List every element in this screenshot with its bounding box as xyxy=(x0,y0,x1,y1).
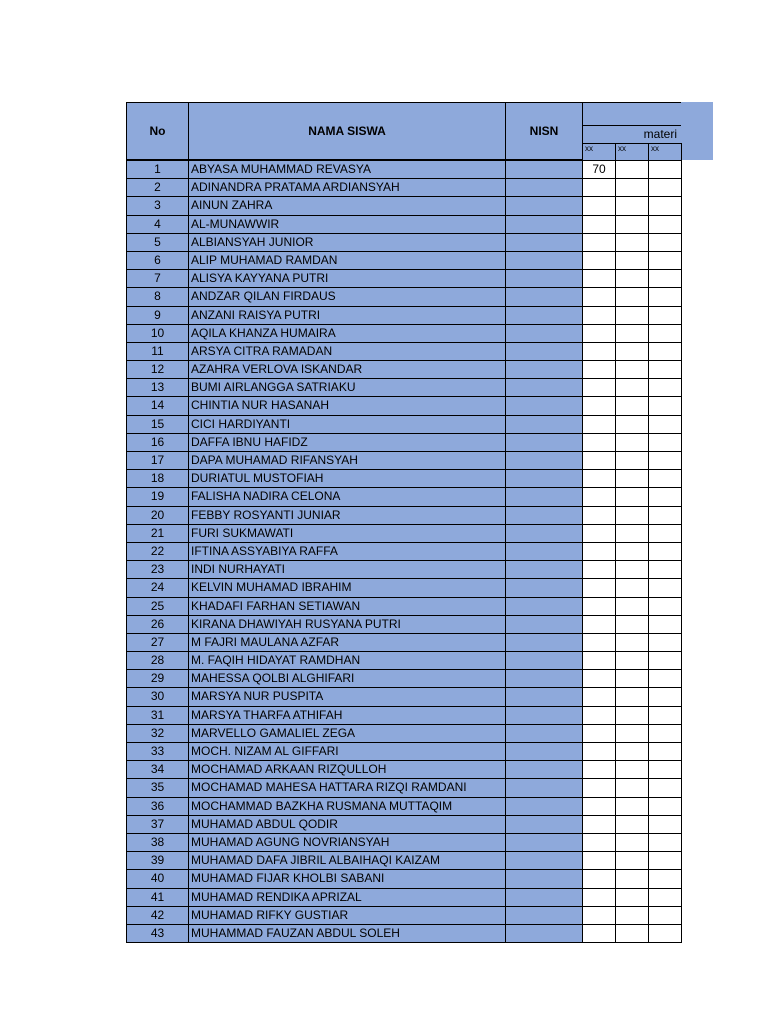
score-cell[interactable] xyxy=(582,342,616,361)
score-cell[interactable] xyxy=(648,815,682,834)
score-cell[interactable] xyxy=(648,633,682,652)
score-cell[interactable] xyxy=(582,651,616,670)
nisn-cell[interactable] xyxy=(505,342,583,361)
student-name-cell[interactable]: MAHESSA QOLBI ALGHIFARI xyxy=(188,669,506,688)
student-name-cell[interactable]: ALBIANSYAH JUNIOR xyxy=(188,233,506,252)
score-cell[interactable] xyxy=(582,542,616,561)
row-number-cell[interactable]: 28 xyxy=(126,651,189,670)
score-cell[interactable] xyxy=(615,360,649,379)
student-name-cell[interactable]: MARSYA NUR PUSPITA xyxy=(188,687,506,706)
score-cell[interactable] xyxy=(582,269,616,288)
row-number-cell[interactable]: 24 xyxy=(126,578,189,597)
score-cell[interactable] xyxy=(582,924,616,943)
row-number-cell[interactable]: 6 xyxy=(126,251,189,270)
score-cell[interactable] xyxy=(648,651,682,670)
score-cell[interactable] xyxy=(648,615,682,634)
header-sub-1: xx xyxy=(582,143,616,161)
score-cell[interactable] xyxy=(648,906,682,925)
nisn-cell[interactable] xyxy=(505,706,583,725)
score-cell[interactable] xyxy=(615,724,649,743)
student-name-cell[interactable]: M. FAQIH HIDAYAT RAMDHAN xyxy=(188,651,506,670)
score-cell[interactable] xyxy=(582,196,616,215)
score-cell[interactable] xyxy=(648,451,682,470)
student-name-cell[interactable]: AL-MUNAWWIR xyxy=(188,215,506,234)
score-cell[interactable] xyxy=(615,396,649,415)
row-number-cell[interactable]: 16 xyxy=(126,433,189,452)
score-cell[interactable] xyxy=(648,251,682,270)
student-name-cell[interactable]: FEBBY ROSYANTI JUNIAR xyxy=(188,506,506,525)
student-name-cell[interactable]: FURI SUKMAWATI xyxy=(188,524,506,543)
student-name-cell[interactable]: BUMI AIRLANGGA SATRIAKU xyxy=(188,378,506,397)
student-name-cell[interactable]: M FAJRI MAULANA AZFAR xyxy=(188,633,506,652)
student-name-cell[interactable]: DAPA MUHAMAD RIFANSYAH xyxy=(188,451,506,470)
score-cell[interactable] xyxy=(582,597,616,616)
score-cell[interactable] xyxy=(582,415,616,434)
score-cell[interactable] xyxy=(615,306,649,325)
score-cell[interactable] xyxy=(615,797,649,816)
score-cell[interactable] xyxy=(615,815,649,834)
score-cell[interactable] xyxy=(615,869,649,888)
score-cell[interactable] xyxy=(648,342,682,361)
score-cell[interactable] xyxy=(615,233,649,252)
row-number-cell[interactable]: 41 xyxy=(126,888,189,907)
nisn-cell[interactable] xyxy=(505,724,583,743)
nisn-cell[interactable] xyxy=(505,506,583,525)
row-number-cell[interactable]: 7 xyxy=(126,269,189,288)
student-name-cell[interactable]: AINUN ZAHRA xyxy=(188,196,506,215)
score-cell[interactable] xyxy=(648,196,682,215)
score-cell[interactable] xyxy=(648,287,682,306)
row-number-cell[interactable]: 10 xyxy=(126,324,189,343)
nisn-cell[interactable] xyxy=(505,451,583,470)
nisn-cell[interactable] xyxy=(505,778,583,797)
score-cell[interactable] xyxy=(615,415,649,434)
score-cell[interactable] xyxy=(615,833,649,852)
student-name-cell[interactable]: MOCH. NIZAM AL GIFFARI xyxy=(188,742,506,761)
score-cell[interactable] xyxy=(615,615,649,634)
score-cell[interactable] xyxy=(615,269,649,288)
student-name-cell[interactable]: INDI NURHAYATI xyxy=(188,560,506,579)
nisn-cell[interactable] xyxy=(505,833,583,852)
row-number-cell[interactable]: 21 xyxy=(126,524,189,543)
student-name-cell[interactable]: ARSYA CITRA RAMADAN xyxy=(188,342,506,361)
score-cell[interactable] xyxy=(582,706,616,725)
score-cell[interactable] xyxy=(615,524,649,543)
score-cell[interactable] xyxy=(648,742,682,761)
score-cell[interactable] xyxy=(648,833,682,852)
score-cell[interactable] xyxy=(582,306,616,325)
student-name-cell[interactable]: MUHAMMAD FAUZAN ABDUL SOLEH xyxy=(188,924,506,943)
nisn-cell[interactable] xyxy=(505,233,583,252)
score-cell[interactable] xyxy=(615,287,649,306)
row-number-cell[interactable]: 37 xyxy=(126,815,189,834)
score-cell[interactable] xyxy=(582,324,616,343)
student-name-cell[interactable]: MUHAMAD DAFA JIBRIL ALBAIHAQI KAIZAM xyxy=(188,851,506,870)
student-name-cell[interactable]: MARSYA THARFA ATHIFAH xyxy=(188,706,506,725)
score-cell[interactable] xyxy=(648,669,682,688)
nisn-cell[interactable] xyxy=(505,396,583,415)
score-cell[interactable] xyxy=(615,706,649,725)
student-name-cell[interactable]: CICI HARDIYANTI xyxy=(188,415,506,434)
score-cell[interactable] xyxy=(582,742,616,761)
score-cell[interactable] xyxy=(582,360,616,379)
score-cell[interactable] xyxy=(582,888,616,907)
nisn-cell[interactable] xyxy=(505,251,583,270)
score-cell[interactable] xyxy=(615,542,649,561)
nisn-cell[interactable] xyxy=(505,306,583,325)
row-number-cell[interactable]: 42 xyxy=(126,906,189,925)
score-cell[interactable] xyxy=(615,906,649,925)
row-number-cell[interactable]: 19 xyxy=(126,487,189,506)
score-cell[interactable] xyxy=(582,560,616,579)
row-number-cell[interactable]: 12 xyxy=(126,360,189,379)
nisn-cell[interactable] xyxy=(505,815,583,834)
row-number-cell[interactable]: 32 xyxy=(126,724,189,743)
score-cell[interactable] xyxy=(648,706,682,725)
score-cell[interactable] xyxy=(615,578,649,597)
nisn-cell[interactable] xyxy=(505,924,583,943)
score-cell[interactable] xyxy=(582,215,616,234)
score-cell[interactable] xyxy=(648,687,682,706)
student-name-cell[interactable]: MUHAMAD ABDUL QODIR xyxy=(188,815,506,834)
score-cell[interactable] xyxy=(648,433,682,452)
nisn-cell[interactable] xyxy=(505,760,583,779)
score-cell[interactable] xyxy=(615,451,649,470)
header-sub-2: xx xyxy=(615,143,649,161)
nisn-cell[interactable] xyxy=(505,906,583,925)
row-number-cell[interactable]: 36 xyxy=(126,797,189,816)
header-no: No xyxy=(126,102,189,160)
score-cell[interactable] xyxy=(648,542,682,561)
nisn-cell[interactable] xyxy=(505,597,583,616)
score-cell[interactable] xyxy=(615,160,649,179)
student-name-cell[interactable]: ANDZAR QILAN FIRDAUS xyxy=(188,287,506,306)
score-cell[interactable] xyxy=(582,851,616,870)
nisn-cell[interactable] xyxy=(505,633,583,652)
nisn-cell[interactable] xyxy=(505,415,583,434)
score-cell[interactable] xyxy=(648,487,682,506)
nisn-cell[interactable] xyxy=(505,560,583,579)
nisn-cell[interactable] xyxy=(505,178,583,197)
score-cell[interactable] xyxy=(648,396,682,415)
student-name-cell[interactable]: KHADAFI FARHAN SETIAWAN xyxy=(188,597,506,616)
nisn-cell[interactable] xyxy=(505,851,583,870)
score-cell[interactable] xyxy=(615,651,649,670)
student-name-cell[interactable]: DAFFA IBNU HAFIDZ xyxy=(188,433,506,452)
score-cell[interactable] xyxy=(648,469,682,488)
score-cell[interactable] xyxy=(615,778,649,797)
score-cell[interactable] xyxy=(582,178,616,197)
score-cell[interactable] xyxy=(648,306,682,325)
score-cell[interactable] xyxy=(615,888,649,907)
score-cell[interactable] xyxy=(648,415,682,434)
student-name-cell[interactable]: CHINTIA NUR HASANAH xyxy=(188,396,506,415)
score-cell[interactable] xyxy=(648,760,682,779)
row-number-cell[interactable]: 11 xyxy=(126,342,189,361)
row-number-cell[interactable]: 9 xyxy=(126,306,189,325)
score-cell[interactable] xyxy=(615,251,649,270)
score-cell[interactable] xyxy=(582,233,616,252)
row-number-cell[interactable]: 26 xyxy=(126,615,189,634)
score-cell[interactable] xyxy=(582,487,616,506)
score-cell[interactable] xyxy=(648,378,682,397)
score-cell[interactable] xyxy=(582,378,616,397)
score-cell[interactable] xyxy=(648,724,682,743)
score-cell[interactable] xyxy=(615,178,649,197)
student-name-cell[interactable]: MOCHAMAD ARKAAN RIZQULLOH xyxy=(188,760,506,779)
score-cell[interactable] xyxy=(582,797,616,816)
row-number-cell[interactable]: 22 xyxy=(126,542,189,561)
nisn-cell[interactable] xyxy=(505,651,583,670)
nisn-cell[interactable] xyxy=(505,888,583,907)
score-cell[interactable] xyxy=(582,287,616,306)
nisn-cell[interactable] xyxy=(505,360,583,379)
score-cell[interactable] xyxy=(648,178,682,197)
score-cell[interactable] xyxy=(582,451,616,470)
score-cell[interactable] xyxy=(582,433,616,452)
score-cell[interactable] xyxy=(615,378,649,397)
score-cell[interactable] xyxy=(615,633,649,652)
row-number-cell[interactable]: 31 xyxy=(126,706,189,725)
nisn-cell[interactable] xyxy=(505,615,583,634)
student-name-cell[interactable]: MUHAMAD AGUNG NOVRIANSYAH xyxy=(188,833,506,852)
nisn-cell[interactable] xyxy=(505,433,583,452)
score-cell[interactable] xyxy=(648,524,682,543)
score-cell[interactable] xyxy=(582,469,616,488)
nisn-cell[interactable] xyxy=(505,742,583,761)
nisn-cell[interactable] xyxy=(505,869,583,888)
score-cell[interactable] xyxy=(615,196,649,215)
student-name-cell[interactable]: ADINANDRA PRATAMA ARDIANSYAH xyxy=(188,178,506,197)
row-number-cell[interactable]: 17 xyxy=(126,451,189,470)
score-cell[interactable] xyxy=(648,506,682,525)
score-cell[interactable] xyxy=(648,215,682,234)
row-number-cell[interactable]: 33 xyxy=(126,742,189,761)
student-name-cell[interactable]: FALISHA NADIRA CELONA xyxy=(188,487,506,506)
score-cell[interactable] xyxy=(615,215,649,234)
student-name-cell[interactable]: KIRANA DHAWIYAH RUSYANA PUTRI xyxy=(188,615,506,634)
score-cell[interactable] xyxy=(648,578,682,597)
score-cell[interactable] xyxy=(582,669,616,688)
nisn-cell[interactable] xyxy=(505,324,583,343)
nisn-cell[interactable] xyxy=(505,378,583,397)
score-cell[interactable] xyxy=(615,324,649,343)
student-name-cell[interactable]: MUHAMAD RIFKY GUSTIAR xyxy=(188,906,506,925)
row-number-cell[interactable]: 27 xyxy=(126,633,189,652)
row-number-cell[interactable]: 3 xyxy=(126,196,189,215)
row-number-cell[interactable]: 15 xyxy=(126,415,189,434)
row-number-cell[interactable]: 34 xyxy=(126,760,189,779)
score-cell[interactable] xyxy=(615,760,649,779)
nisn-cell[interactable] xyxy=(505,287,583,306)
score-cell[interactable] xyxy=(582,524,616,543)
score-cell[interactable] xyxy=(648,560,682,579)
nisn-cell[interactable] xyxy=(505,160,583,179)
row-number-cell[interactable]: 39 xyxy=(126,851,189,870)
score-cell[interactable] xyxy=(582,251,616,270)
score-cell[interactable] xyxy=(648,160,682,179)
score-cell[interactable] xyxy=(615,506,649,525)
nisn-cell[interactable] xyxy=(505,797,583,816)
score-cell[interactable] xyxy=(615,669,649,688)
header-nisn: NISN xyxy=(505,102,583,160)
row-number-cell[interactable]: 25 xyxy=(126,597,189,616)
nisn-cell[interactable] xyxy=(505,487,583,506)
nisn-cell[interactable] xyxy=(505,269,583,288)
row-number-cell[interactable]: 23 xyxy=(126,560,189,579)
nisn-cell[interactable] xyxy=(505,524,583,543)
nisn-cell[interactable] xyxy=(505,669,583,688)
row-number-cell[interactable]: 1 xyxy=(126,160,189,179)
nisn-cell[interactable] xyxy=(505,196,583,215)
score-cell[interactable] xyxy=(615,433,649,452)
materi-top-border xyxy=(582,102,681,103)
row-number-cell[interactable]: 29 xyxy=(126,669,189,688)
score-cell[interactable] xyxy=(648,324,682,343)
score-cell[interactable] xyxy=(648,851,682,870)
student-name-cell[interactable]: ABYASA MUHAMMAD REVASYA xyxy=(188,160,506,179)
score-cell[interactable] xyxy=(582,578,616,597)
row-number-cell[interactable]: 18 xyxy=(126,469,189,488)
nisn-cell[interactable] xyxy=(505,542,583,561)
row-number-cell[interactable]: 2 xyxy=(126,178,189,197)
score-cell[interactable] xyxy=(582,778,616,797)
score-cell[interactable] xyxy=(615,560,649,579)
student-name-cell[interactable]: AZAHRA VERLOVA ISKANDAR xyxy=(188,360,506,379)
score-cell[interactable] xyxy=(582,815,616,834)
score-cell[interactable] xyxy=(648,360,682,379)
score-cell[interactable] xyxy=(615,742,649,761)
score-cell[interactable] xyxy=(615,924,649,943)
student-name-cell[interactable]: IFTINA ASSYABIYA RAFFA xyxy=(188,542,506,561)
row-number-cell[interactable]: 8 xyxy=(126,287,189,306)
header-nama-siswa: NAMA SISWA xyxy=(188,102,506,160)
row-number-cell[interactable]: 13 xyxy=(126,378,189,397)
score-cell[interactable] xyxy=(582,687,616,706)
score-cell[interactable] xyxy=(648,778,682,797)
row-number-cell[interactable]: 14 xyxy=(126,396,189,415)
score-cell[interactable] xyxy=(615,687,649,706)
score-cell[interactable] xyxy=(615,851,649,870)
row-number-cell[interactable]: 4 xyxy=(126,215,189,234)
student-name-cell[interactable]: AQILA KHANZA HUMAIRA xyxy=(188,324,506,343)
score-cell[interactable] xyxy=(582,506,616,525)
student-name-cell[interactable]: MARVELLO GAMALIEL ZEGA xyxy=(188,724,506,743)
score-cell[interactable] xyxy=(582,633,616,652)
row-number-cell[interactable]: 5 xyxy=(126,233,189,252)
student-name-cell[interactable]: MUHAMAD RENDIKA APRIZAL xyxy=(188,888,506,907)
row-number-cell[interactable]: 30 xyxy=(126,687,189,706)
row-number-cell[interactable]: 20 xyxy=(126,506,189,525)
score-cell[interactable] xyxy=(582,615,616,634)
score-cell[interactable] xyxy=(648,233,682,252)
row-number-cell[interactable]: 38 xyxy=(126,833,189,852)
score-cell[interactable] xyxy=(615,487,649,506)
score-cell[interactable] xyxy=(648,597,682,616)
student-name-cell[interactable]: MUHAMAD FIJAR KHOLBI SABANI xyxy=(188,869,506,888)
score-cell[interactable] xyxy=(648,869,682,888)
student-name-cell[interactable]: ANZANI RAISYA PUTRI xyxy=(188,306,506,325)
score-cell[interactable] xyxy=(648,924,682,943)
score-cell[interactable] xyxy=(648,888,682,907)
score-cell[interactable]: 70 xyxy=(582,160,616,179)
student-name-cell[interactable]: ALIP MUHAMAD RAMDAN xyxy=(188,251,506,270)
student-name-cell[interactable]: ALISYA KAYYANA PUTRI xyxy=(188,269,506,288)
score-cell[interactable] xyxy=(582,833,616,852)
header-materi: materi xyxy=(643,127,677,141)
student-name-cell[interactable]: MOCHAMAD MAHESA HATTARA RIZQI RAMDANI xyxy=(188,778,506,797)
score-cell[interactable] xyxy=(582,724,616,743)
row-number-cell[interactable]: 43 xyxy=(126,924,189,943)
nisn-cell[interactable] xyxy=(505,578,583,597)
score-cell[interactable] xyxy=(582,869,616,888)
score-cell[interactable] xyxy=(648,797,682,816)
score-cell[interactable] xyxy=(582,760,616,779)
student-name-cell[interactable]: KELVIN MUHAMAD IBRAHIM xyxy=(188,578,506,597)
score-cell[interactable] xyxy=(615,597,649,616)
score-cell[interactable] xyxy=(615,469,649,488)
student-name-cell[interactable]: DURIATUL MUSTOFIAH xyxy=(188,469,506,488)
nisn-cell[interactable] xyxy=(505,469,583,488)
nisn-cell[interactable] xyxy=(505,215,583,234)
row-number-cell[interactable]: 35 xyxy=(126,778,189,797)
score-cell[interactable] xyxy=(582,396,616,415)
nisn-cell[interactable] xyxy=(505,687,583,706)
score-cell[interactable] xyxy=(615,342,649,361)
score-cell[interactable] xyxy=(648,269,682,288)
student-name-cell[interactable]: MOCHAMMAD BAZKHA RUSMANA MUTTAQIM xyxy=(188,797,506,816)
row-number-cell[interactable]: 40 xyxy=(126,869,189,888)
header-sub-3: xx xyxy=(648,143,682,161)
score-cell[interactable] xyxy=(582,906,616,925)
